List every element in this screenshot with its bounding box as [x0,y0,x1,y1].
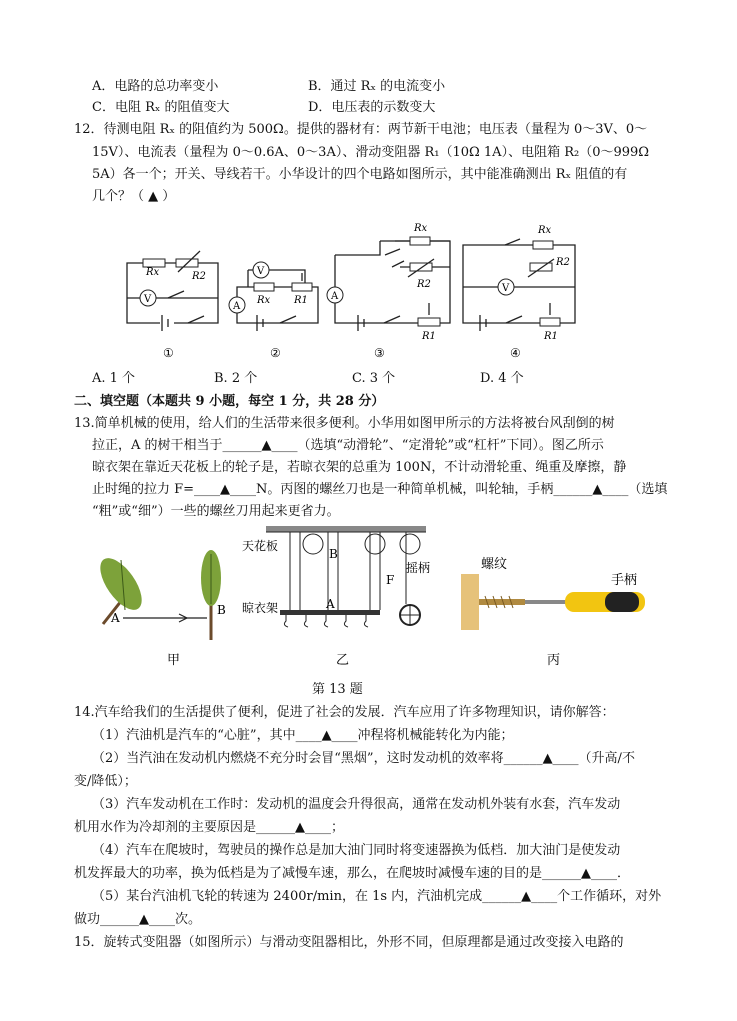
q12-text-line: 5A）各一个；开关、导线若干。小华设计的四个电路如图所示，其中能准确测出 Rₓ 阻值的有 [92,167,628,182]
q13-text-line: 13.简单机械的使用，给人们的生活带来很多便利。小华用如图甲所示的方法将被台风刮倒的树 [74,416,615,431]
q14-text-line: （4）汽车在爬坡时，驾驶员的操作总是加大油门同时将变速器换为低档．加大油门是使发动 [92,843,621,858]
circuit-3 [327,223,450,360]
rx-label: Rx [257,295,271,306]
q14-text-line: 机发挥最大的功率，换为低档是为了减慢车速，那么，在爬坡时减慢车速的目的是______▲____． [74,866,630,881]
figure-caption: 第 13 题 [312,682,363,697]
point-a-label: A [111,611,120,625]
q12-text-line: 12．待测电阻 Rₓ 的阻值约为 500Ω。提供的器材有：两节新干电池；电压表（量程为 0～3V、0～ [74,122,648,137]
q11-option-c: C．电阻 Rₓ 的阻值变大 [92,100,230,115]
circuit-label: ① [163,346,174,360]
q12-option-d: D. 4 个 [480,371,524,386]
voltmeter-label: V [257,266,265,277]
q12-circuits [0,215,737,365]
r2-label: R2 [417,279,431,290]
q12-option-a: A. 1 个 [92,371,136,386]
screwdriver-icon [525,592,645,612]
r2-label: R2 [556,257,570,268]
q12-text-line: 几个？（ ▲ ） [92,189,176,204]
q13-text-line: 拉正，A 的树干相当于______▲____（选填“动滑轮”、“定滑轮”或“杠杆”下同）。图乙所示 [92,438,604,453]
r1-label: R1 [422,331,436,342]
tree-icon [201,550,221,640]
r1-label: R1 [294,295,308,306]
rx-label: Rx [146,267,160,278]
q14-text-line: 做功______▲____次。 [74,912,201,927]
figure-caption-jia: 甲 [167,653,181,668]
q13-text-line: “粗”或“细”）一些的螺丝刀用起来更省力。 [92,504,340,519]
q14-text-line: 变/降低）； [74,774,137,789]
figure-bing [455,540,695,700]
q14-text-line: （2）当汽油在发动机内燃烧不充分时会冒“黑烟”，这时发动机的效率将______▲____（升高/不 [92,751,635,766]
figure-caption-yi: 乙 [336,653,350,668]
r2-label: R2 [192,271,206,282]
figure-yi [240,520,440,680]
q11-option-b: B．通过 Rₓ 的电流变小 [308,79,446,94]
circuit-label: ④ [510,346,521,360]
screw-icon [479,596,525,608]
circuit-label: ② [270,346,281,360]
q15-text-line: 15．旋转式变阻器（如图所示）与滑动变阻器相比，外形不同，但原理都是通过改变接入电路的 [74,935,624,950]
section-heading: 二、填空题（本题共 9 小题，每空 1 分，共 28 分） [74,394,385,409]
circuit-1 [127,251,218,360]
q14-text-line: 机用水作为冷却剂的主要原因是______▲____； [74,820,344,835]
circuit-label: ③ [374,346,385,360]
rx-label: Rx [414,223,428,234]
rack-a-label: A [326,597,335,611]
q13-text-line: 晾衣架在靠近天花板上的轮子是，若晾衣架的总重为 100N，不计动滑轮重、绳重及摩擦，静 [92,460,627,475]
figure-caption-bing: 丙 [547,653,561,668]
figure-jia [95,540,245,700]
q11-option-d: D．电压表的示数变大 [308,100,436,115]
hanger-hooks [284,615,368,627]
rx-label: Rx [538,225,552,236]
q12-option-c: C. 3 个 [352,371,396,386]
ceiling-label: 天花板 [242,539,279,553]
force-f-label: F [386,573,395,587]
thread-label: 螺纹 [481,557,508,572]
q14-text-line: （5）某台汽油机飞轮的转速为 2400r/min，在 1s 内，汽油机完成______▲____个工作循环，对外 [92,889,662,904]
pulley-b-label: B [329,547,338,561]
ammeter-label: A [233,301,241,312]
crank-label: 摇柄 [406,561,431,575]
q11-option-a: A．电路的总功率变小 [92,79,219,94]
rack-label: 晾衣架 [242,601,279,615]
circuit-2 [229,262,318,360]
q14-text-line: （1）汽油机是汽车的“心脏”，其中____▲____冲程将机械能转化为内能； [92,728,514,743]
ammeter-label: A [331,291,339,302]
r1-label: R1 [544,331,558,342]
handle-label: 手柄 [611,573,638,588]
crank-icon [400,605,420,625]
tree-icon [92,551,149,624]
q12-option-b: B. 2 个 [214,371,258,386]
q14-text-line: 14.汽车给我们的生活提供了便利，促进了社会的发展．汽车应用了许多物理知识，请你解答： [74,705,615,720]
point-b-label: B [217,603,226,617]
voltmeter-label: V [502,283,510,294]
circuit-4 [463,225,575,360]
q13-text-line: 止时绳的拉力 F=____▲____N。丙图的螺丝刀也是一种简单机械，叫轮轴，手柄______▲____（选填 [92,482,668,497]
voltmeter-label: V [144,294,152,305]
q12-text-line: 15V）、电流表（量程为 0～0.6A、0～3A）、滑动变阻器 R₁（10Ω 1A）、电阻箱 R₂（0～999Ω [92,145,650,160]
q14-text-line: （3）汽车发动机在工作时：发动机的温度会升得很高，通常在发动机外装有水套，汽车发动 [92,797,621,812]
